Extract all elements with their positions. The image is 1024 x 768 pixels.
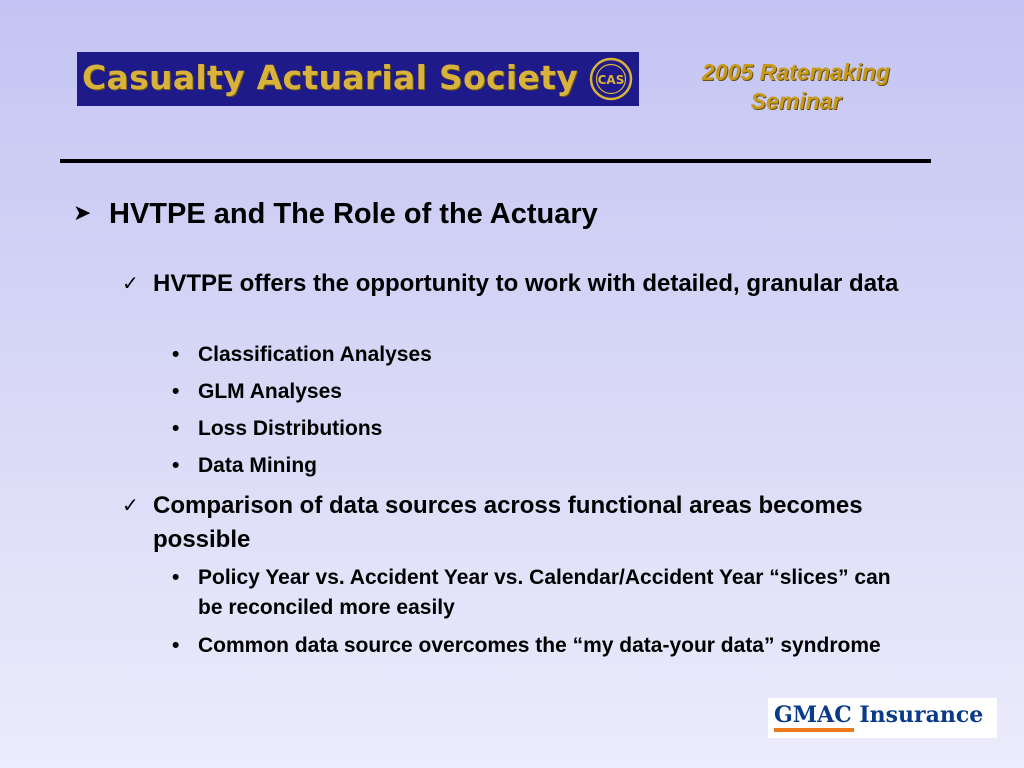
cas-logo-text: Casualty Actuarial Society xyxy=(82,58,579,97)
dot-bullet-icon: • xyxy=(172,380,180,403)
dot-bullet-icon: • xyxy=(172,417,180,440)
sub-bullet xyxy=(172,377,918,407)
dot-bullet-icon: • xyxy=(172,634,180,657)
slide-heading-text: HVTPE and The Role of the Actuary xyxy=(109,198,598,230)
header-divider xyxy=(60,159,931,163)
sub-bullet-text: Data Mining xyxy=(198,454,317,477)
slide-heading xyxy=(73,195,598,232)
sub-bullet-text: Common data source overcomes the “my data-your data” syndrome xyxy=(198,634,881,657)
bullet-point-2-text: Comparison of data sources across functional areas becomes possible xyxy=(153,492,863,553)
seminar-title-line1: 2005 Ratemaking xyxy=(702,59,890,85)
gmac-logo-text: GMAC Insurance xyxy=(774,702,984,728)
bullet-point-1-text: HVTPE offers the opportunity to work with detailed, granular data xyxy=(153,270,899,297)
gmac-logo-underline xyxy=(774,728,854,732)
seminar-title-line2: Seminar xyxy=(750,88,842,114)
bullet-point-2 xyxy=(122,489,913,557)
sub-bullet xyxy=(172,340,918,370)
sub-bullet xyxy=(172,451,918,481)
sub-bullet xyxy=(172,631,918,661)
dot-bullet-icon: • xyxy=(172,566,180,589)
cas-seal-text: CAS xyxy=(597,73,625,87)
dot-bullet-icon: • xyxy=(172,454,180,477)
gmac-insurance-logo xyxy=(768,698,997,738)
sub-bullet xyxy=(172,563,918,623)
sub-bullet xyxy=(172,414,918,444)
seminar-title xyxy=(660,58,932,116)
cas-seal-icon xyxy=(589,57,633,101)
cas-logo-banner xyxy=(77,52,639,106)
sub-bullet-text: Loss Distributions xyxy=(198,417,383,440)
bullet-point-1 xyxy=(122,267,913,301)
checkmark-icon: ✓ xyxy=(122,273,139,295)
checkmark-icon: ✓ xyxy=(122,495,139,517)
sub-bullet-text: Classification Analyses xyxy=(198,343,432,366)
sub-bullet-text: Policy Year vs. Accident Year vs. Calendar/Accident Year “slices” can be reconciled more easily xyxy=(198,566,891,619)
sub-bullet-text: GLM Analyses xyxy=(198,380,342,403)
dot-bullet-icon: • xyxy=(172,343,180,366)
arrow-bullet-icon: ➤ xyxy=(73,200,92,225)
